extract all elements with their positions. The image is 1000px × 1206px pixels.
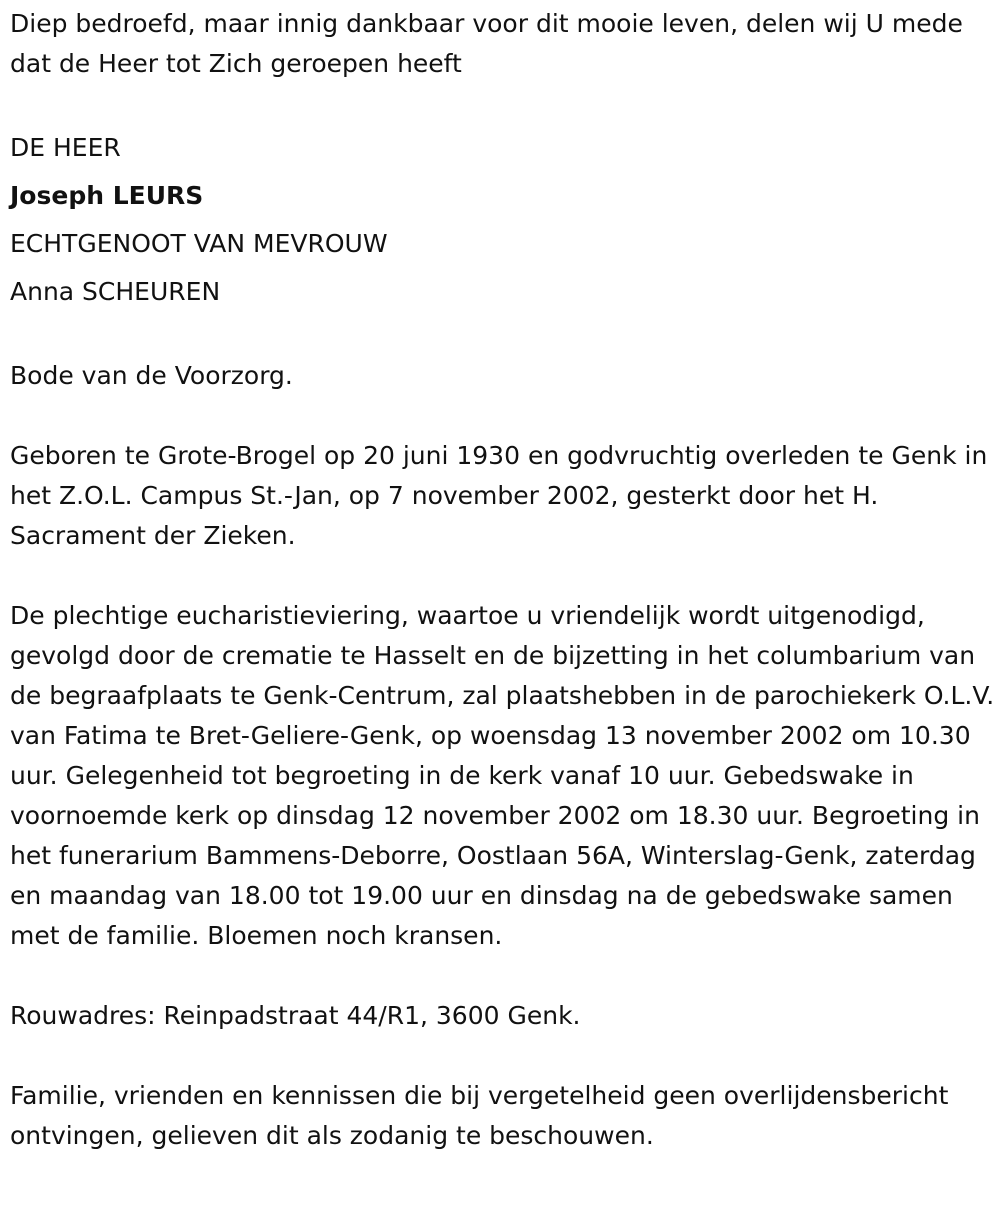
obituary-notice — [10, 4, 995, 1156]
ceremony-paragraph: De plechtige eucharistieviering, waartoe u vriendelijk wordt uitgenodigd, gevolgd door de crematie te Hasselt en de bijzetting in het columbarium van de begraafplaats te Genk-Centrum, zal plaatshebben in de parochiekerk O.L.V. van Fatima te Bret-Geliere-Genk, op woensdag 13 november 2002 om 10.30 uur. Gelegenheid tot begroeting in de kerk vanaf 10 uur. Gebedswake in voornoemde kerk op dinsdag 12 november 2002 om 18.30 uur. Begroeting in het funerarium Bammens-Deborre, Oostlaan 56A, Winterslag-Genk, zaterdag en maandag van 18.00 tot 19.00 uur en dinsdag na de gebedswake samen met de familie. Bloemen noch kransen. — [10, 601, 995, 950]
birth-death-paragraph: Geboren te Grote-Brogel op 20 juni 1930 en godvruchtig overleden te Genk in het Z.O.L. Campus St.-Jan, op 7 november 2002, gesterkt door het H. Sacrament der Zieken. — [10, 441, 988, 550]
deceased-name: Joseph LEURS — [10, 181, 204, 210]
closing-paragraph: Familie, vrienden en kennissen die bij vergetelheid geen overlijdensbericht ontvingen, gelieven dit als zodanig te beschouwen. — [10, 1081, 949, 1150]
relation-line: ECHTGENOOT VAN MEVROUW — [10, 229, 388, 258]
intro-paragraph: Diep bedroefd, maar innig dankbaar voor dit mooie leven, delen wij U mede dat de Heer tot Zich geroepen heeft — [10, 9, 963, 78]
occupation-line: Bode van de Voorzorg. — [10, 361, 293, 390]
title-prefix: DE HEER — [10, 133, 121, 162]
spouse-name: Anna SCHEUREN — [10, 277, 221, 306]
mourning-address: Rouwadres: Reinpadstraat 44/R1, 3600 Genk. — [10, 1001, 581, 1030]
